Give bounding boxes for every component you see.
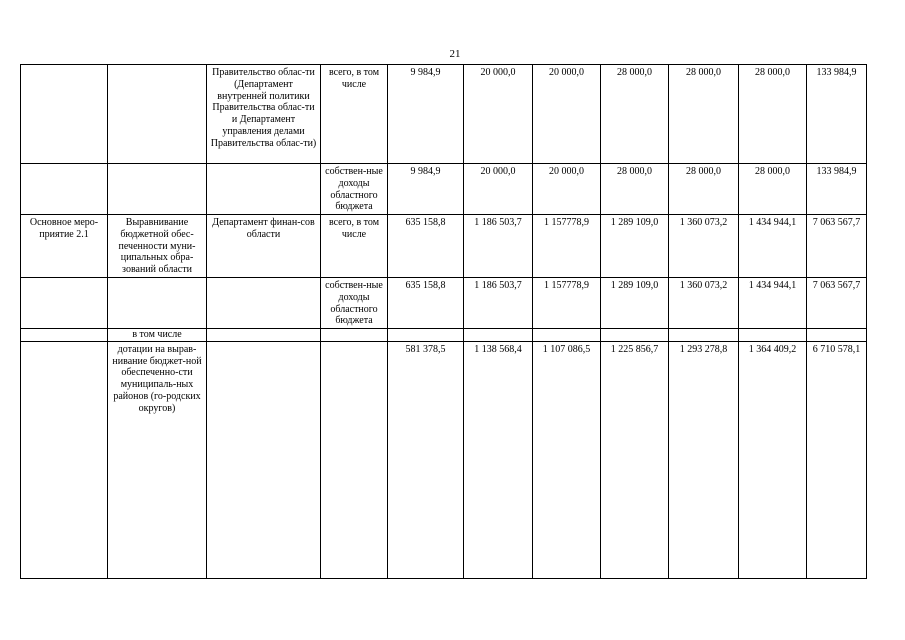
total-value-cell: 133 984,9 <box>807 65 867 164</box>
total-value-cell: 6 710 578,1 <box>807 341 867 578</box>
total-value-cell <box>807 329 867 342</box>
year-value-cell <box>601 329 669 342</box>
activity-name-cell: Выравнивание бюджетной обес-печенности муни-ципальных обра-зований области <box>108 215 207 278</box>
year-value-cell <box>739 329 807 342</box>
year-value-cell: 20 000,0 <box>464 164 533 215</box>
year-value-cell: 1 186 503,7 <box>464 278 533 329</box>
page-number: 21 <box>449 48 461 60</box>
funding-source-cell: собствен-ные доходы областного бюджета <box>321 278 388 329</box>
funding-source-cell: всего, в том числе <box>321 65 388 164</box>
year-value-cell: 1 360 073,2 <box>669 215 739 278</box>
year-value-cell: 20 000,0 <box>533 65 601 164</box>
year-value-cell: 9 984,9 <box>388 65 464 164</box>
year-value-cell: 1 157778,9 <box>533 215 601 278</box>
year-value-cell: 20 000,0 <box>464 65 533 164</box>
table-row <box>21 164 867 215</box>
activity-code-cell <box>21 164 108 215</box>
year-value-cell: 9 984,9 <box>388 164 464 215</box>
year-value-cell: 635 158,8 <box>388 278 464 329</box>
budget-table <box>20 64 867 579</box>
year-value-cell: 28 000,0 <box>601 164 669 215</box>
total-value-cell: 133 984,9 <box>807 164 867 215</box>
year-value-cell: 28 000,0 <box>669 164 739 215</box>
table-row <box>21 278 867 329</box>
year-value-cell: 1 289 109,0 <box>601 215 669 278</box>
activity-name-cell: дотации на вырав-нивание бюджет-ной обеспеченно-сти муниципаль-ных районов (го-родских округов) <box>108 341 207 578</box>
table-row <box>21 329 867 342</box>
year-value-cell: 635 158,8 <box>388 215 464 278</box>
year-value-cell: 1 434 944,1 <box>739 278 807 329</box>
activity-code-cell <box>21 329 108 342</box>
year-value-cell: 581 378,5 <box>388 341 464 578</box>
year-value-cell <box>669 329 739 342</box>
activity-name-cell: в том числе <box>108 329 207 342</box>
year-value-cell: 1 225 856,7 <box>601 341 669 578</box>
year-value-cell: 20 000,0 <box>533 164 601 215</box>
funding-source-cell: собствен-ные доходы областного бюджета <box>321 164 388 215</box>
year-value-cell: 1 364 409,2 <box>739 341 807 578</box>
executor-cell <box>207 278 321 329</box>
table-row <box>21 65 867 164</box>
table-row <box>21 341 867 578</box>
funding-source-cell: всего, в том числе <box>321 215 388 278</box>
funding-source-cell <box>321 329 388 342</box>
activity-code-cell <box>21 341 108 578</box>
year-value-cell <box>388 329 464 342</box>
activity-code-cell: Основное меро-приятие 2.1 <box>21 215 108 278</box>
executor-cell: Правительство облас-ти (Департамент внутренней политики Правительства облас-ти и Департамент управления делами Правительства облас-ти) <box>207 65 321 164</box>
activity-name-cell <box>108 164 207 215</box>
year-value-cell <box>464 329 533 342</box>
year-value-cell: 1 186 503,7 <box>464 215 533 278</box>
year-value-cell: 1 107 086,5 <box>533 341 601 578</box>
executor-cell <box>207 341 321 578</box>
year-value-cell: 1 157778,9 <box>533 278 601 329</box>
funding-source-cell <box>321 341 388 578</box>
executor-cell: Департамент финан-сов области <box>207 215 321 278</box>
activity-name-cell <box>108 278 207 329</box>
activity-code-cell <box>21 65 108 164</box>
year-value-cell: 28 000,0 <box>669 65 739 164</box>
year-value-cell: 28 000,0 <box>739 65 807 164</box>
year-value-cell: 1 293 278,8 <box>669 341 739 578</box>
year-value-cell <box>533 329 601 342</box>
total-value-cell: 7 063 567,7 <box>807 278 867 329</box>
activity-name-cell <box>108 65 207 164</box>
year-value-cell: 28 000,0 <box>601 65 669 164</box>
year-value-cell: 1 138 568,4 <box>464 341 533 578</box>
table-row <box>21 215 867 278</box>
executor-cell <box>207 164 321 215</box>
year-value-cell: 1 360 073,2 <box>669 278 739 329</box>
year-value-cell: 28 000,0 <box>739 164 807 215</box>
year-value-cell: 1 434 944,1 <box>739 215 807 278</box>
activity-code-cell <box>21 278 108 329</box>
total-value-cell: 7 063 567,7 <box>807 215 867 278</box>
executor-cell <box>207 329 321 342</box>
year-value-cell: 1 289 109,0 <box>601 278 669 329</box>
